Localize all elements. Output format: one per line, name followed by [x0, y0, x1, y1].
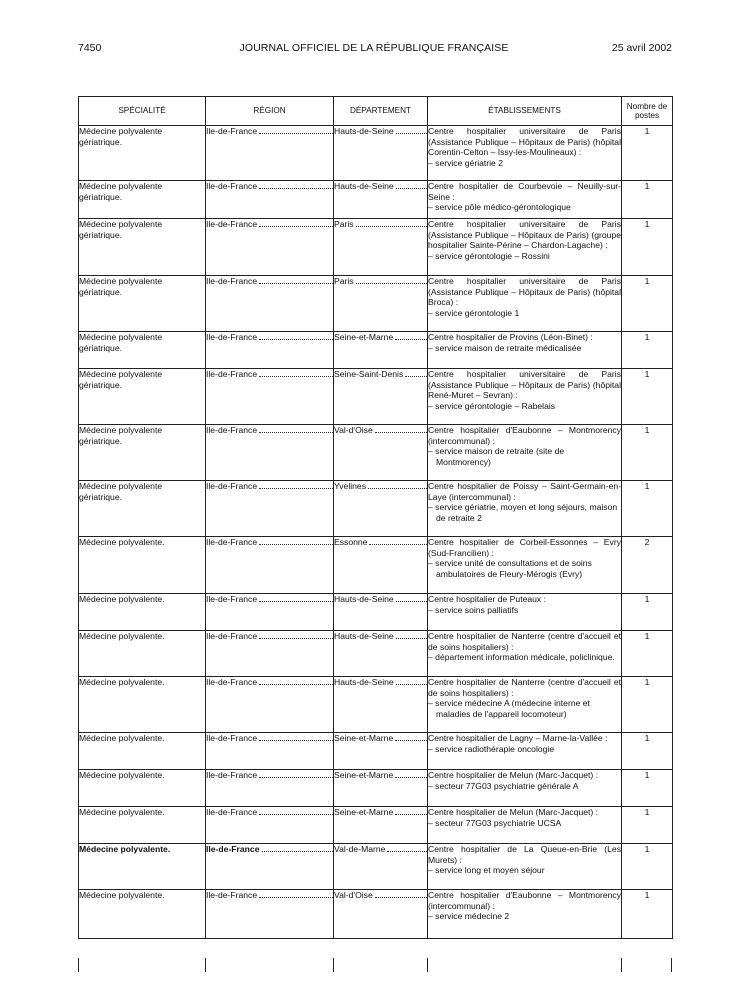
service-name: – secteur 77G03 psychiatrie UCSA	[428, 817, 562, 828]
region: Ile-de-France	[206, 126, 258, 136]
departement-cell	[334, 733, 428, 770]
table-row	[79, 890, 673, 939]
region: Ile-de-France	[206, 369, 258, 379]
specialite-cell: Médecine polyvalente gériatrique.	[79, 219, 206, 276]
column-header-departement: DÉPARTEMENT	[334, 97, 428, 126]
etablissement-cell	[428, 481, 622, 537]
specialite-cell: Médecine polyvalente.	[79, 890, 206, 939]
postes-cell: 1	[622, 369, 673, 425]
region-cell	[206, 425, 334, 481]
table-continuation	[78, 958, 672, 972]
region-cell	[206, 181, 334, 219]
service-name: – service gériatrie, moyen et long séjours, maison de retraite 2	[428, 502, 618, 523]
service-name: – service gérontologie – Rabelais	[428, 400, 556, 411]
departement: Hauts-de-Seine	[334, 594, 394, 604]
specialite-cell: Médecine polyvalente gériatrique.	[79, 332, 206, 369]
postes-cell: 1	[622, 807, 673, 844]
region: Ile-de-France	[206, 844, 260, 854]
region-cell	[206, 537, 334, 594]
table-row	[79, 807, 673, 844]
service-name: – service gérontologie 1	[428, 307, 520, 318]
specialite-cell: Médecine polyvalente.	[79, 807, 206, 844]
table-row	[79, 369, 673, 425]
specialite-cell: Médecine polyvalente.	[79, 770, 206, 807]
region: Ile-de-France	[206, 481, 258, 491]
etablissement-cell	[428, 276, 622, 332]
etablissement-name: Centre hospitalier de Courbevoie – Neuilly-sur-Seine :	[428, 181, 621, 202]
etablissement-cell	[428, 770, 622, 807]
service-name: – service maison de retraite (site de Montmorency)	[428, 446, 565, 467]
postes-cell: 1	[622, 890, 673, 939]
departement-cell	[334, 219, 428, 276]
departement: Hauts-de-Seine	[334, 631, 394, 641]
departement: Seine-et-Marne	[334, 733, 394, 743]
region-cell	[206, 276, 334, 332]
service-name: – service unité de consultations et de soins ambulatoires de Fleury-Mérogis (Evry)	[428, 558, 592, 579]
postes-cell: 1	[622, 332, 673, 369]
table-row	[79, 332, 673, 369]
departement-cell	[334, 481, 428, 537]
etablissement-name: Centre hospitalier de Corbeil-Essonnes – Evry (Sud-Francilien) :	[428, 537, 621, 558]
column-header-specialite: SPÉCIALITÉ	[79, 97, 206, 126]
table-body	[79, 126, 673, 939]
region: Ile-de-France	[206, 537, 258, 547]
departement: Seine-Saint-Denis	[334, 369, 404, 379]
column-header-nombre-postes: Nombre de postes	[622, 97, 673, 126]
postes-cell: 1	[622, 631, 673, 677]
service-name: – service maison de retraite médicalisée	[428, 342, 582, 353]
specialite-cell: Médecine polyvalente gériatrique.	[79, 425, 206, 481]
table-row	[79, 481, 673, 537]
table-row	[79, 677, 673, 733]
table-row	[79, 537, 673, 594]
postes-cell: 1	[622, 770, 673, 807]
specialite-cell: Médecine polyvalente.	[79, 733, 206, 770]
region: Ile-de-France	[206, 181, 258, 191]
table-row	[79, 770, 673, 807]
region-cell	[206, 890, 334, 939]
departement: Paris	[334, 219, 354, 229]
etablissement-cell	[428, 890, 622, 939]
departement-cell	[334, 594, 428, 631]
etablissement-name: Centre hospitalier de La Queue-en-Brie (Les Murets) :	[428, 844, 621, 865]
specialite-cell: Médecine polyvalente gériatrique.	[79, 276, 206, 332]
region-cell	[206, 677, 334, 733]
region: Ile-de-France	[206, 332, 258, 342]
region-cell	[206, 369, 334, 425]
service-name: – service radiothérapie oncologie	[428, 743, 555, 754]
etablissement-name: Centre hospitalier de Melun (Marc-Jacquet) :	[428, 770, 599, 780]
departement: Seine-et-Marne	[334, 770, 394, 780]
region: Ile-de-France	[206, 219, 258, 229]
departement: Paris	[334, 276, 354, 286]
etablissement-name: Centre hospitalier universitaire de Paris (Assistance Publique – Hôpitaux de Paris) (groupe hospitalier Sainte-Périne – Chardon-Lagache) :	[428, 219, 621, 251]
departement: Val-d'Oise	[334, 425, 373, 435]
postes-cell: 1	[622, 677, 673, 733]
service-name: – service médecine 2	[428, 911, 510, 922]
region: Ile-de-France	[206, 677, 258, 687]
region-cell	[206, 807, 334, 844]
specialite-cell: Médecine polyvalente gériatrique.	[79, 481, 206, 537]
table-row	[79, 594, 673, 631]
departement-cell	[334, 181, 428, 219]
etablissement-cell	[428, 425, 622, 481]
departement: Seine-et-Marne	[334, 332, 394, 342]
etablissement-cell	[428, 631, 622, 677]
service-name: – service gérontologie – Rossini	[428, 250, 550, 261]
publication-date: 25 avril 2002	[611, 42, 672, 54]
region-cell	[206, 631, 334, 677]
etablissement-name: Centre hospitalier de Puteaux :	[428, 594, 546, 604]
page-header	[0, 42, 748, 60]
region: Ile-de-France	[206, 425, 258, 435]
service-name: – service gériatrie 2	[428, 157, 503, 168]
etablissement-name: Centre hospitalier universitaire de Paris (Assistance Publique – Hôpitaux de Paris) (hôpital René-Muret – Sevran) :	[428, 369, 621, 401]
postes-cell: 1	[622, 481, 673, 537]
service-name: – département information médicale, policlinique.	[428, 652, 615, 663]
region: Ile-de-France	[206, 807, 258, 817]
departement: Hauts-de-Seine	[334, 677, 394, 687]
departement: Seine-et-Marne	[334, 807, 394, 817]
region-cell	[206, 219, 334, 276]
region-cell	[206, 770, 334, 807]
region-cell	[206, 126, 334, 181]
specialite-cell: Médecine polyvalente.	[79, 844, 206, 890]
departement-cell	[334, 807, 428, 844]
service-name: – service pôle médico-gérontologique	[428, 202, 571, 213]
departement-cell	[334, 369, 428, 425]
etablissement-cell	[428, 332, 622, 369]
departement-cell	[334, 276, 428, 332]
etablissement-cell	[428, 733, 622, 770]
page-number: 7450	[78, 42, 102, 54]
table-row	[79, 126, 673, 181]
region-cell	[206, 594, 334, 631]
postes-cell: 1	[622, 844, 673, 890]
departement-cell	[334, 332, 428, 369]
etablissement-cell	[428, 219, 622, 276]
specialite-cell: Médecine polyvalente gériatrique.	[79, 181, 206, 219]
departement-cell	[334, 126, 428, 181]
table-row	[79, 181, 673, 219]
etablissement-name: Centre hospitalier universitaire de Paris (Assistance Publique – Hôpitaux de Paris) (hôpital Corentin-Celton – Issy-les-Moulineaux) :	[428, 126, 621, 158]
departement: Hauts-de-Seine	[334, 181, 394, 191]
postes-cell: 1	[622, 126, 673, 181]
departement-cell	[334, 770, 428, 807]
region: Ile-de-France	[206, 890, 258, 900]
specialite-cell: Médecine polyvalente gériatrique.	[79, 369, 206, 425]
specialite-cell: Médecine polyvalente.	[79, 537, 206, 594]
column-header-region: RÉGION	[206, 97, 334, 126]
specialite-cell: Médecine polyvalente.	[79, 677, 206, 733]
service-name: – service long et moyen séjour	[428, 865, 545, 876]
etablissement-cell	[428, 369, 622, 425]
etablissement-cell	[428, 181, 622, 219]
etablissement-name: Centre hospitalier universitaire de Paris (Assistance Publique – Hôpitaux de Paris) (hôpital Broca) :	[428, 276, 621, 308]
table-row	[79, 219, 673, 276]
region: Ile-de-France	[206, 276, 258, 286]
specialite-cell: Médecine polyvalente.	[79, 631, 206, 677]
table-row	[79, 844, 673, 890]
departement: Val-de-Marne	[334, 844, 386, 854]
region-cell	[206, 332, 334, 369]
etablissement-cell	[428, 677, 622, 733]
etablissement-name: Centre hospitalier d'Eaubonne – Montmorency (intercommunal) :	[428, 890, 621, 911]
specialite-cell: Médecine polyvalente.	[79, 594, 206, 631]
table-row	[79, 276, 673, 332]
departement: Yvelines	[334, 481, 367, 491]
column-header-etablissements: ÉTABLISSEMENTS	[428, 97, 622, 126]
departement: Val-d'Oise	[334, 890, 373, 900]
etablissement-name: Centre hospitalier de Provins (Léon-Binet) :	[428, 332, 593, 342]
postes-cell: 2	[622, 537, 673, 594]
service-name: – service soins palliatifs	[428, 604, 519, 615]
etablissement-name: Centre hospitalier de Nanterre (centre d'accueil et de soins hospitaliers) :	[428, 631, 621, 652]
region-cell	[206, 481, 334, 537]
region: Ile-de-France	[206, 733, 258, 743]
service-name: – service médecine A (médecine interne et maladies de l'appareil locomoteur)	[428, 698, 590, 719]
etablissement-name: Centre hospitalier de Lagny – Marne-la-Vallée :	[428, 733, 608, 743]
postes-cell: 1	[622, 425, 673, 481]
region: Ile-de-France	[206, 770, 258, 780]
etablissement-name: Centre hospitalier d'Eaubonne – Montmorency (intercommunal) :	[428, 425, 621, 446]
table-header-row	[79, 97, 673, 126]
etablissement-name: Centre hospitalier de Poissy – Saint-Germain-en-Laye (intercommunal) :	[428, 481, 621, 502]
departement-cell	[334, 890, 428, 939]
postes-cell: 1	[622, 219, 673, 276]
table-row	[79, 631, 673, 677]
region: Ile-de-France	[206, 594, 258, 604]
positions-table	[78, 96, 673, 939]
region-cell	[206, 844, 334, 890]
specialite-cell: Médecine polyvalente gériatrique.	[79, 126, 206, 181]
etablissement-cell	[428, 844, 622, 890]
etablissement-cell	[428, 594, 622, 631]
etablissement-cell	[428, 807, 622, 844]
departement-cell	[334, 844, 428, 890]
departement-cell	[334, 677, 428, 733]
etablissement-cell	[428, 537, 622, 594]
departement: Essonne	[334, 537, 368, 547]
table-row	[79, 733, 673, 770]
postes-cell: 1	[622, 181, 673, 219]
departement: Hauts-de-Seine	[334, 126, 394, 136]
etablissement-cell	[428, 126, 622, 181]
journal-title: JOURNAL OFFICIEL DE LA RÉPUBLIQUE FRANÇAISE	[239, 42, 509, 54]
departement-cell	[334, 537, 428, 594]
postes-cell: 1	[622, 733, 673, 770]
etablissement-name: Centre hospitalier de Nanterre (centre d'accueil et de soins hospitaliers) :	[428, 677, 621, 698]
service-name: – secteur 77G03 psychiatrie générale A	[428, 780, 579, 791]
postes-cell: 1	[622, 276, 673, 332]
postes-cell: 1	[622, 594, 673, 631]
departement-cell	[334, 631, 428, 677]
departement-cell	[334, 425, 428, 481]
region-cell	[206, 733, 334, 770]
table-row	[79, 425, 673, 481]
etablissement-name: Centre hospitalier de Melun (Marc-Jacquet) :	[428, 807, 599, 817]
region: Ile-de-France	[206, 631, 258, 641]
